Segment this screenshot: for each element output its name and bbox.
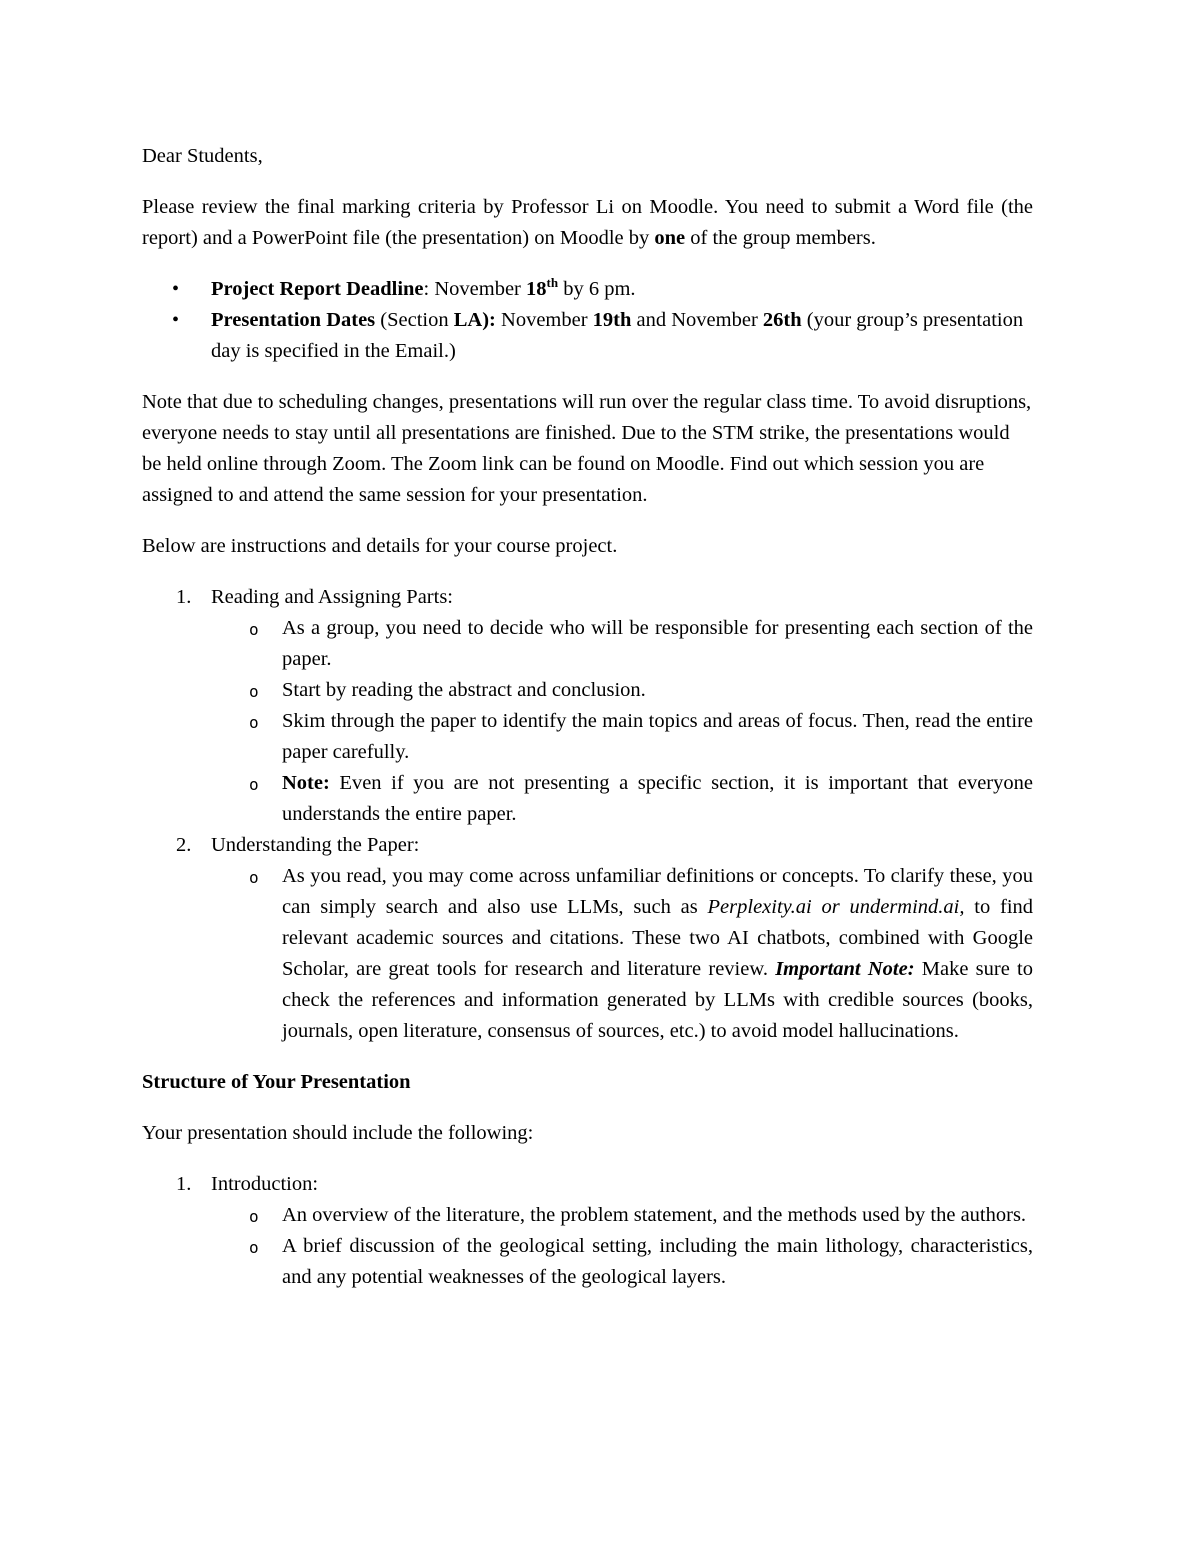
sub-item-llm: o As you read, you may come across unfamiliar definitions or concepts. To clarify these, you can simply search and also use LLMs, such as Perplexity.ai or undermind.ai, to find relevant academic sources and citations. These two AI chatbots, combined with Google Scholar, are great tools for research and literature review. Important Note: Make sure to check the references and information generated by LLMs with credible sources (books, journals, open literature, consensus of sources, etc.) to avoid model hallucinations.: [211, 861, 1033, 1047]
sub-item: o As a group, you need to decide who will be responsible for presenting each section of the paper.: [211, 613, 1033, 675]
sub-item-note: o Note: Even if you are not presenting a specific section, it is important that everyone understands the entire paper.: [211, 768, 1033, 830]
step-understanding: [142, 830, 1033, 1047]
step-reading: [142, 582, 1033, 830]
structure-list: [142, 1169, 1033, 1293]
step-number: 1.: [176, 1173, 192, 1195]
step-subitems: [211, 613, 1033, 830]
intro-paragraph: Please review the final marking criteria by Professor Li on Moodle. You need to submit a Word file (the report) and a PowerPoint file (the presentation) on Moodle by one of the group members.: [142, 196, 1033, 249]
step-subitems: [211, 1200, 1033, 1293]
structure-intro: Your presentation should include the following:: [142, 1122, 534, 1144]
sub-item: o Skim through the paper to identify the main topics and areas of focus. Then, read the entire paper carefully.: [211, 706, 1033, 768]
step-number: 2.: [176, 834, 192, 856]
step-subitems: [211, 861, 1033, 1047]
instruction-steps: [142, 582, 1033, 1047]
structure-item-introduction: [142, 1169, 1033, 1293]
step-title: Introduction:: [211, 1173, 319, 1195]
report-deadline-item: • Project Report Deadline: November 18th by 6 pm.: [142, 274, 1033, 305]
structure-heading: Structure of Your Presentation: [142, 1071, 411, 1093]
step-title: Understanding the Paper:: [211, 834, 420, 856]
sub-item: o A brief discussion of the geological setting, including the main lithology, characteristics, and any potential weaknesses of the geological layers.: [211, 1231, 1033, 1293]
deadline-list: [142, 274, 1033, 367]
schedule-note-paragraph: Note that due to scheduling changes, presentations will run over the regular class time. To avoid disruptions, everyone needs to stay until all presentations are finished. Due to the STM strike, the presentations would be held online through Zoom. The Zoom link can be found on Moodle. Find out which session you are assigned to and attend the same session for your presentation.: [142, 391, 1032, 506]
presentation-dates-item: • Presentation Dates (Section LA): November 19th and November 26th (your group’s presentation day is specified in the Email.): [142, 305, 1033, 367]
step-title: Reading and Assigning Parts:: [211, 586, 454, 608]
sub-item: o An overview of the literature, the problem statement, and the methods used by the authors.: [211, 1200, 1033, 1231]
greeting: Dear Students,: [142, 145, 263, 167]
sub-item: o Start by reading the abstract and conclusion.: [211, 675, 1033, 706]
document-body: [142, 141, 1033, 1313]
instructions-intro: Below are instructions and details for your course project.: [142, 535, 618, 557]
step-number: 1.: [176, 586, 192, 608]
